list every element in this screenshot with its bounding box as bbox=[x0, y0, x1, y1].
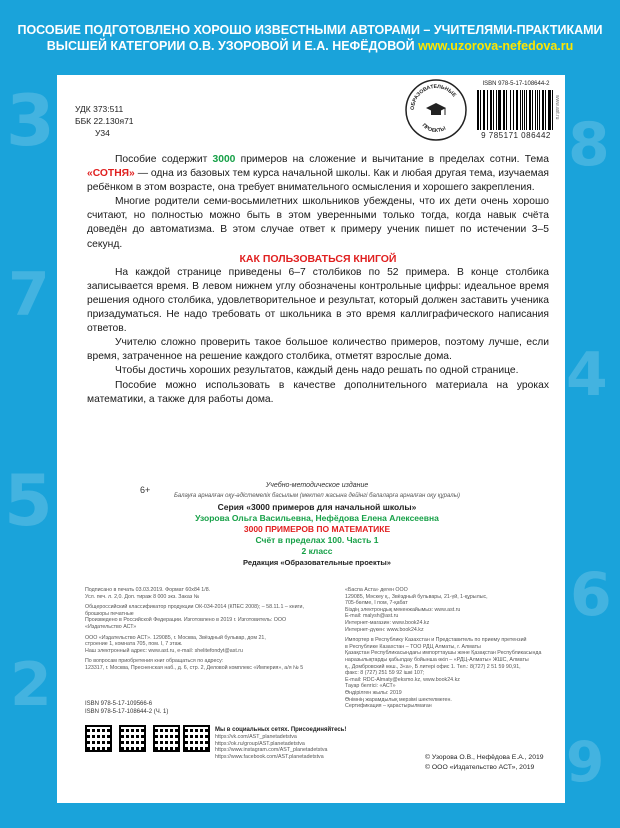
paragraph: На каждой странице приведены 6–7 столбиков по 52 примера. В конце столбика записывается время. В левом нижнем углу обозначены контрольные цифры: идеальное время решения одного столбика, удовлетворительное и результат, который должен заставить ученика призадуматься. Не надо требовать от школьника в это время каллиграфического написания ответов. bbox=[87, 266, 549, 335]
imprint-line: факс: 8 (727) 251 59 92 ішкі 107; bbox=[345, 670, 425, 677]
barcode bbox=[477, 90, 555, 130]
imprint-line: Подписано в печать 03.03.2019. Формат 60x84 1/8. bbox=[85, 587, 211, 593]
barcode-bar bbox=[499, 90, 500, 130]
imprint-line: ООО «Издательство АСТ». 129085, г. Москва, Звёздный бульвар, дом 21, bbox=[85, 634, 266, 641]
banner-line2-text: ВЫСШЕЙ КАТЕГОРИИ О.В. УЗОРОВОЙ И Е.А. НЕФЁДОВОЙ bbox=[46, 39, 415, 53]
top-banner bbox=[0, 0, 620, 70]
social-link[interactable]: https://vk.com/AST_planetadetstva bbox=[215, 733, 297, 740]
isbn-line: ISBN 978-5-17-108644-2 (Ч. 1) bbox=[85, 709, 169, 715]
logo-text-bottom: ПРОЕКТЫ bbox=[420, 122, 447, 135]
imprint-line: 123317, г. Москва, Пресненская наб., д. 6, стр. 2, Деловой комплекс «Империя», а/я № 5 bbox=[85, 664, 304, 671]
copyright-line: © Узорова О.В., Нефёдова Е.А., 2019 bbox=[425, 754, 544, 761]
graduation-cap-icon bbox=[404, 78, 468, 142]
bg-digit: 6 bbox=[570, 560, 612, 630]
imprint-kz bbox=[345, 587, 545, 710]
bg-digit: 8 bbox=[568, 110, 610, 180]
description-text bbox=[87, 153, 549, 407]
paragraph: Многие родители семи-восьмилетних школьников убеждены, что их дети очень хорошо считают, но полностью можно быть в этом уверенными только тогда, когда навык счёта доведён до автоматизма. В этом случае ответ к примеру ученик пишет по истечении 3–5 секунд. bbox=[87, 196, 549, 250]
imprint-line: в Республике Казахстан – ТОО РДЦ Алматы, г. Алматы bbox=[345, 643, 481, 650]
logo-text-top: ОБРАЗОВАТЕЛЬНЫЕ bbox=[409, 83, 458, 111]
imprint-line: «Баспа Аста» деген ООО bbox=[345, 587, 408, 593]
isbn-line: ISBN 978-5-17-109566-6 bbox=[85, 701, 153, 707]
imprint-line: Произведено в Российской Федерации. Изготовлено в 2019 г. Изготовитель: ООО «Издательство АСТ» bbox=[85, 617, 287, 630]
how-to-use-heading: КАК ПОЛЬЗОВАТЬСЯ КНИГОЙ bbox=[239, 252, 397, 265]
imprint-line: Общероссийский классификатор продукции ОК-034-2014 (КПЕС 2008); – 58.11.1 – книги, брошюры печатные bbox=[85, 604, 304, 617]
text-span: — одна из базовых тем курса начальной школы. Как и любая другая тема, изучаемая ребёнком в этом возрасте, она требует внимательного осмысления и хорошего закрепления. bbox=[87, 168, 549, 194]
series-name: Серия «3000 примеров для начальной школы» bbox=[217, 502, 417, 512]
imprint-line: По вопросам приобретения книг обращаться по адресу: bbox=[85, 658, 224, 665]
qr-code bbox=[85, 725, 112, 752]
imprint-line: 705-бөлме, I пом, 7-қабат bbox=[345, 600, 408, 607]
social-links bbox=[215, 727, 346, 761]
author-mark: У34 bbox=[95, 128, 110, 138]
paragraph: Учителю сложно проверить такое большое количество примеров, поэтому лучше, если время, затраченное на решение каждого столбика, отметят взрослые дома. bbox=[87, 337, 549, 363]
barcode-bar bbox=[506, 90, 507, 130]
imprint-line: Импортер в Республику Казахстан и Представитель по приему претензий bbox=[345, 637, 527, 644]
paragraph: Пособие можно использовать в качестве дополнительного материала на уроках математики, а также для работы дома. bbox=[87, 379, 549, 405]
text-span: Пособие содержит bbox=[115, 154, 213, 165]
barcode-bar bbox=[478, 90, 479, 130]
content-panel bbox=[57, 75, 565, 803]
qr-code bbox=[119, 725, 146, 752]
book-subtitle: Счёт в пределах 100. Часть 1 bbox=[255, 535, 379, 545]
paragraph bbox=[87, 153, 549, 195]
banner-line1: ПОСОБИЕ ПОДГОТОВЛЕНО ХОРОШО ИЗВЕСТНЫМИ АВТОРАМИ – УЧИТЕЛЯМИ-ПРАКТИКАМИ bbox=[17, 23, 603, 37]
imprint-line: 129085, Мәскеу қ., Звёздный бульвары, 21-үй, 1-құрылыс, bbox=[345, 593, 488, 600]
publisher-logo bbox=[404, 78, 468, 142]
imprint-line: Сертификация – қарастырылмаған bbox=[345, 703, 432, 710]
kz-edition-note: Балауға арналған оқу-әдістемелік басылым (мектеп жасына дейінгі балаларға арналған оқу құралы) bbox=[173, 493, 461, 499]
imprint-line: Наш электронный адрес: www.ast.ru, e-mail: shelitefondyt@ast.ru bbox=[85, 647, 243, 654]
paragraph: Чтобы достичь хороших результатов, каждый день надо решать по одной странице. bbox=[115, 365, 519, 377]
imprint-line: Тауар белгісі: «АСТ» bbox=[345, 683, 396, 690]
imprint-line: наразылықтарды қабылдау бойынша өкіл – «РДЦ-Алматы» ЖШС, Алматы bbox=[345, 656, 529, 663]
barcode-bar bbox=[517, 90, 518, 130]
banner-url: www.uzorova-nefedova.ru bbox=[418, 39, 574, 53]
authors: Узорова Ольга Васильевна, Нефёдова Елена Алексеевна bbox=[195, 513, 439, 523]
imprint-ru bbox=[85, 587, 323, 672]
edition-type: Учебно-методическое издание bbox=[265, 482, 369, 489]
bg-digit: 5 bbox=[4, 460, 53, 542]
copyright bbox=[425, 753, 544, 773]
isbn-top: ISBN 978-5-17-108644-2 bbox=[482, 81, 550, 87]
social-link[interactable]: https://www.instagram.com/AST_planetadetstva bbox=[215, 747, 328, 754]
bg-digit: 3 bbox=[6, 80, 55, 162]
grade: 2 класс bbox=[301, 546, 333, 556]
barcode-number: 9 785171 086442 bbox=[481, 131, 551, 140]
banner-line2 bbox=[0, 38, 620, 54]
barcode-bar bbox=[510, 90, 511, 130]
barcode-bar bbox=[549, 90, 550, 130]
imprint-line: қ., Домбровский көш., 3«а», Б литері офис 1. Тел.: 8(727) 2 51 59 90,91, bbox=[345, 663, 521, 670]
barcode-bar bbox=[484, 90, 485, 130]
text-span: примеров на сложение и вычитание в пределах сотни. Тема bbox=[235, 154, 549, 165]
social-link[interactable]: https://www.facebook.com/AST.planetadetstva bbox=[215, 754, 324, 761]
age-rating-text: 6+ bbox=[140, 485, 151, 495]
bg-digit: 4 bbox=[566, 340, 608, 410]
social-link[interactable]: https://ok.ru/group/AST.planetadetstva bbox=[215, 740, 305, 747]
social-heading: Мы в социальных сетях. Присоединяйтесь! bbox=[215, 727, 347, 733]
qr-code bbox=[183, 725, 210, 752]
imprint-line: E-mail: malysh@ast.ru bbox=[345, 613, 399, 620]
barcode-bar bbox=[530, 90, 531, 130]
imprint-line: строение 1, комната 705, пом. I, 7 этаж. bbox=[85, 641, 183, 648]
book-title: 3000 ПРИМЕРОВ ПО МАТЕМАТИКЕ bbox=[243, 524, 391, 534]
bg-digit: 7 bbox=[8, 260, 50, 330]
imprint-line: Интернет-магазин: www.book24.kz bbox=[345, 619, 430, 626]
qr-code bbox=[153, 725, 180, 752]
imprint-line: Қазақстан Республикасындағы импорттаушы және Қазақстан Республикасында bbox=[345, 650, 542, 657]
book-credits bbox=[152, 480, 482, 568]
editorial-office: Редакция «Образовательные проекты» bbox=[243, 558, 391, 567]
side-url: www.ast.ru bbox=[554, 95, 560, 120]
imprint-line: Интернет-дүкен: www.book24.kz bbox=[345, 626, 424, 633]
imprint-line: Өндірілген жылы: 2019 bbox=[345, 689, 402, 696]
bbk-line: ББК 22.130я71 bbox=[75, 116, 134, 126]
bg-digit: 9 bbox=[566, 730, 605, 794]
udk-line: УДК 373:511 bbox=[75, 104, 124, 114]
highlight-theme: «СОТНЯ» bbox=[87, 168, 135, 180]
highlight-number: 3000 bbox=[212, 154, 236, 165]
imprint-line: Өнімнің жарамдылық мерзімі шектелмеген. bbox=[345, 696, 452, 703]
imprint-line: Усл. печ. л. 2,0. Доп. тираж 8 000 экз. Заказ № bbox=[85, 593, 200, 600]
imprint-line: E-mail: RDC-Almaty@eksmo.kz, www.book24.kz bbox=[345, 676, 460, 683]
bottom-isbn bbox=[85, 700, 168, 716]
copyright-line: © ООО «Издательство АСТ», 2019 bbox=[425, 764, 535, 771]
bg-digit: 2 bbox=[10, 650, 52, 720]
isbn-barcode-block bbox=[477, 81, 555, 140]
imprint-line: Біздің электрондық мекенжайымыз: www.ast.ru bbox=[345, 606, 461, 613]
age-rating bbox=[140, 485, 150, 495]
udk-block bbox=[75, 103, 134, 139]
